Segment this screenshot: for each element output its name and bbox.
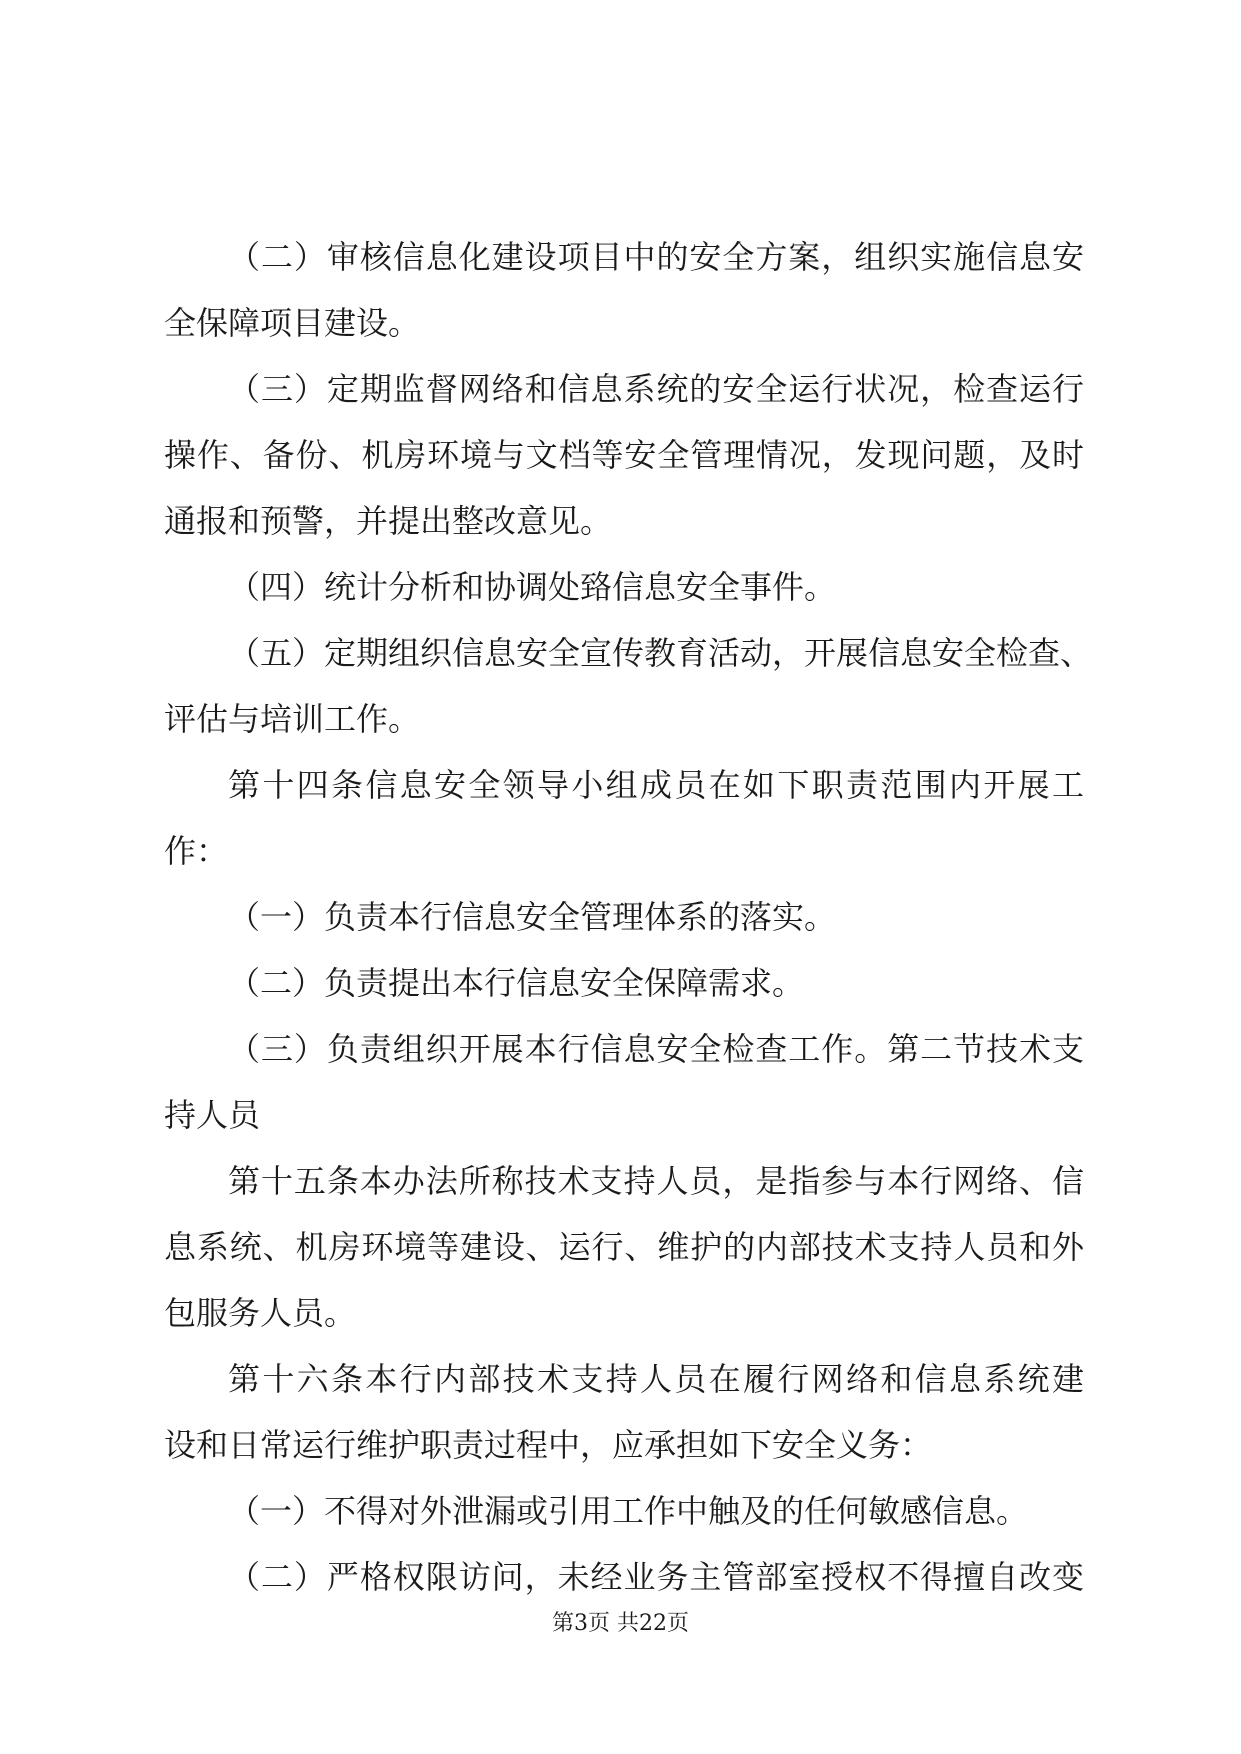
text-line: 全保障项目建设。	[164, 304, 421, 342]
text-line: （二）严格权限访问，未经业务主管部室授权不得擅自改变	[228, 1558, 1084, 1596]
text-line: （三）负责组织开展本行信息安全检查工作。第二节技术支	[228, 1030, 1084, 1068]
text-line: 第十四条信息安全领导小组成员在如下职责范围内开展工	[228, 766, 1084, 804]
page-number-footer: 第3页 共22页	[552, 1611, 689, 1636]
text-line: 通报和预警，并提出整改意见。	[164, 502, 613, 540]
text-line: 第十六条本行内部技术支持人员在履行网络和信息系统建	[228, 1360, 1084, 1398]
text-line: 息系统、机房环境等建设、运行、维护的内部技术支持人员和外	[164, 1228, 1084, 1266]
text-line: 作：	[164, 832, 229, 870]
text-line: （二）负责提出本行信息安全保障需求。	[228, 964, 805, 1002]
text-line: （五）定期组织信息安全宣传教育活动，开展信息安全检查、	[228, 634, 1093, 672]
text-line: 评估与培训工作。	[164, 700, 421, 738]
text-line: （三）定期监督网络和信息系统的安全运行状况，检查运行	[228, 370, 1084, 408]
text-line: （一）不得对外泄漏或引用工作中触及的任何敏感信息。	[228, 1492, 1029, 1530]
text-line: 设和日常运行维护职责过程中，应承担如下安全义务：	[164, 1426, 933, 1464]
text-line: 第十五条本办法所称技术支持人员，是指参与本行网络、信	[228, 1162, 1084, 1200]
text-line: 操作、备份、机房环境与文档等安全管理情况，发现问题，及时	[164, 436, 1084, 474]
text-line: （二）审核信息化建设项目中的安全方案，组织实施信息安	[228, 238, 1084, 276]
text-line: （一）负责本行信息安全管理体系的落实。	[228, 898, 837, 936]
text-line: （四）统计分析和协调处臵信息安全事件。	[228, 568, 837, 606]
text-line: 包服务人员。	[164, 1294, 357, 1332]
text-line: 持人员	[164, 1096, 261, 1134]
